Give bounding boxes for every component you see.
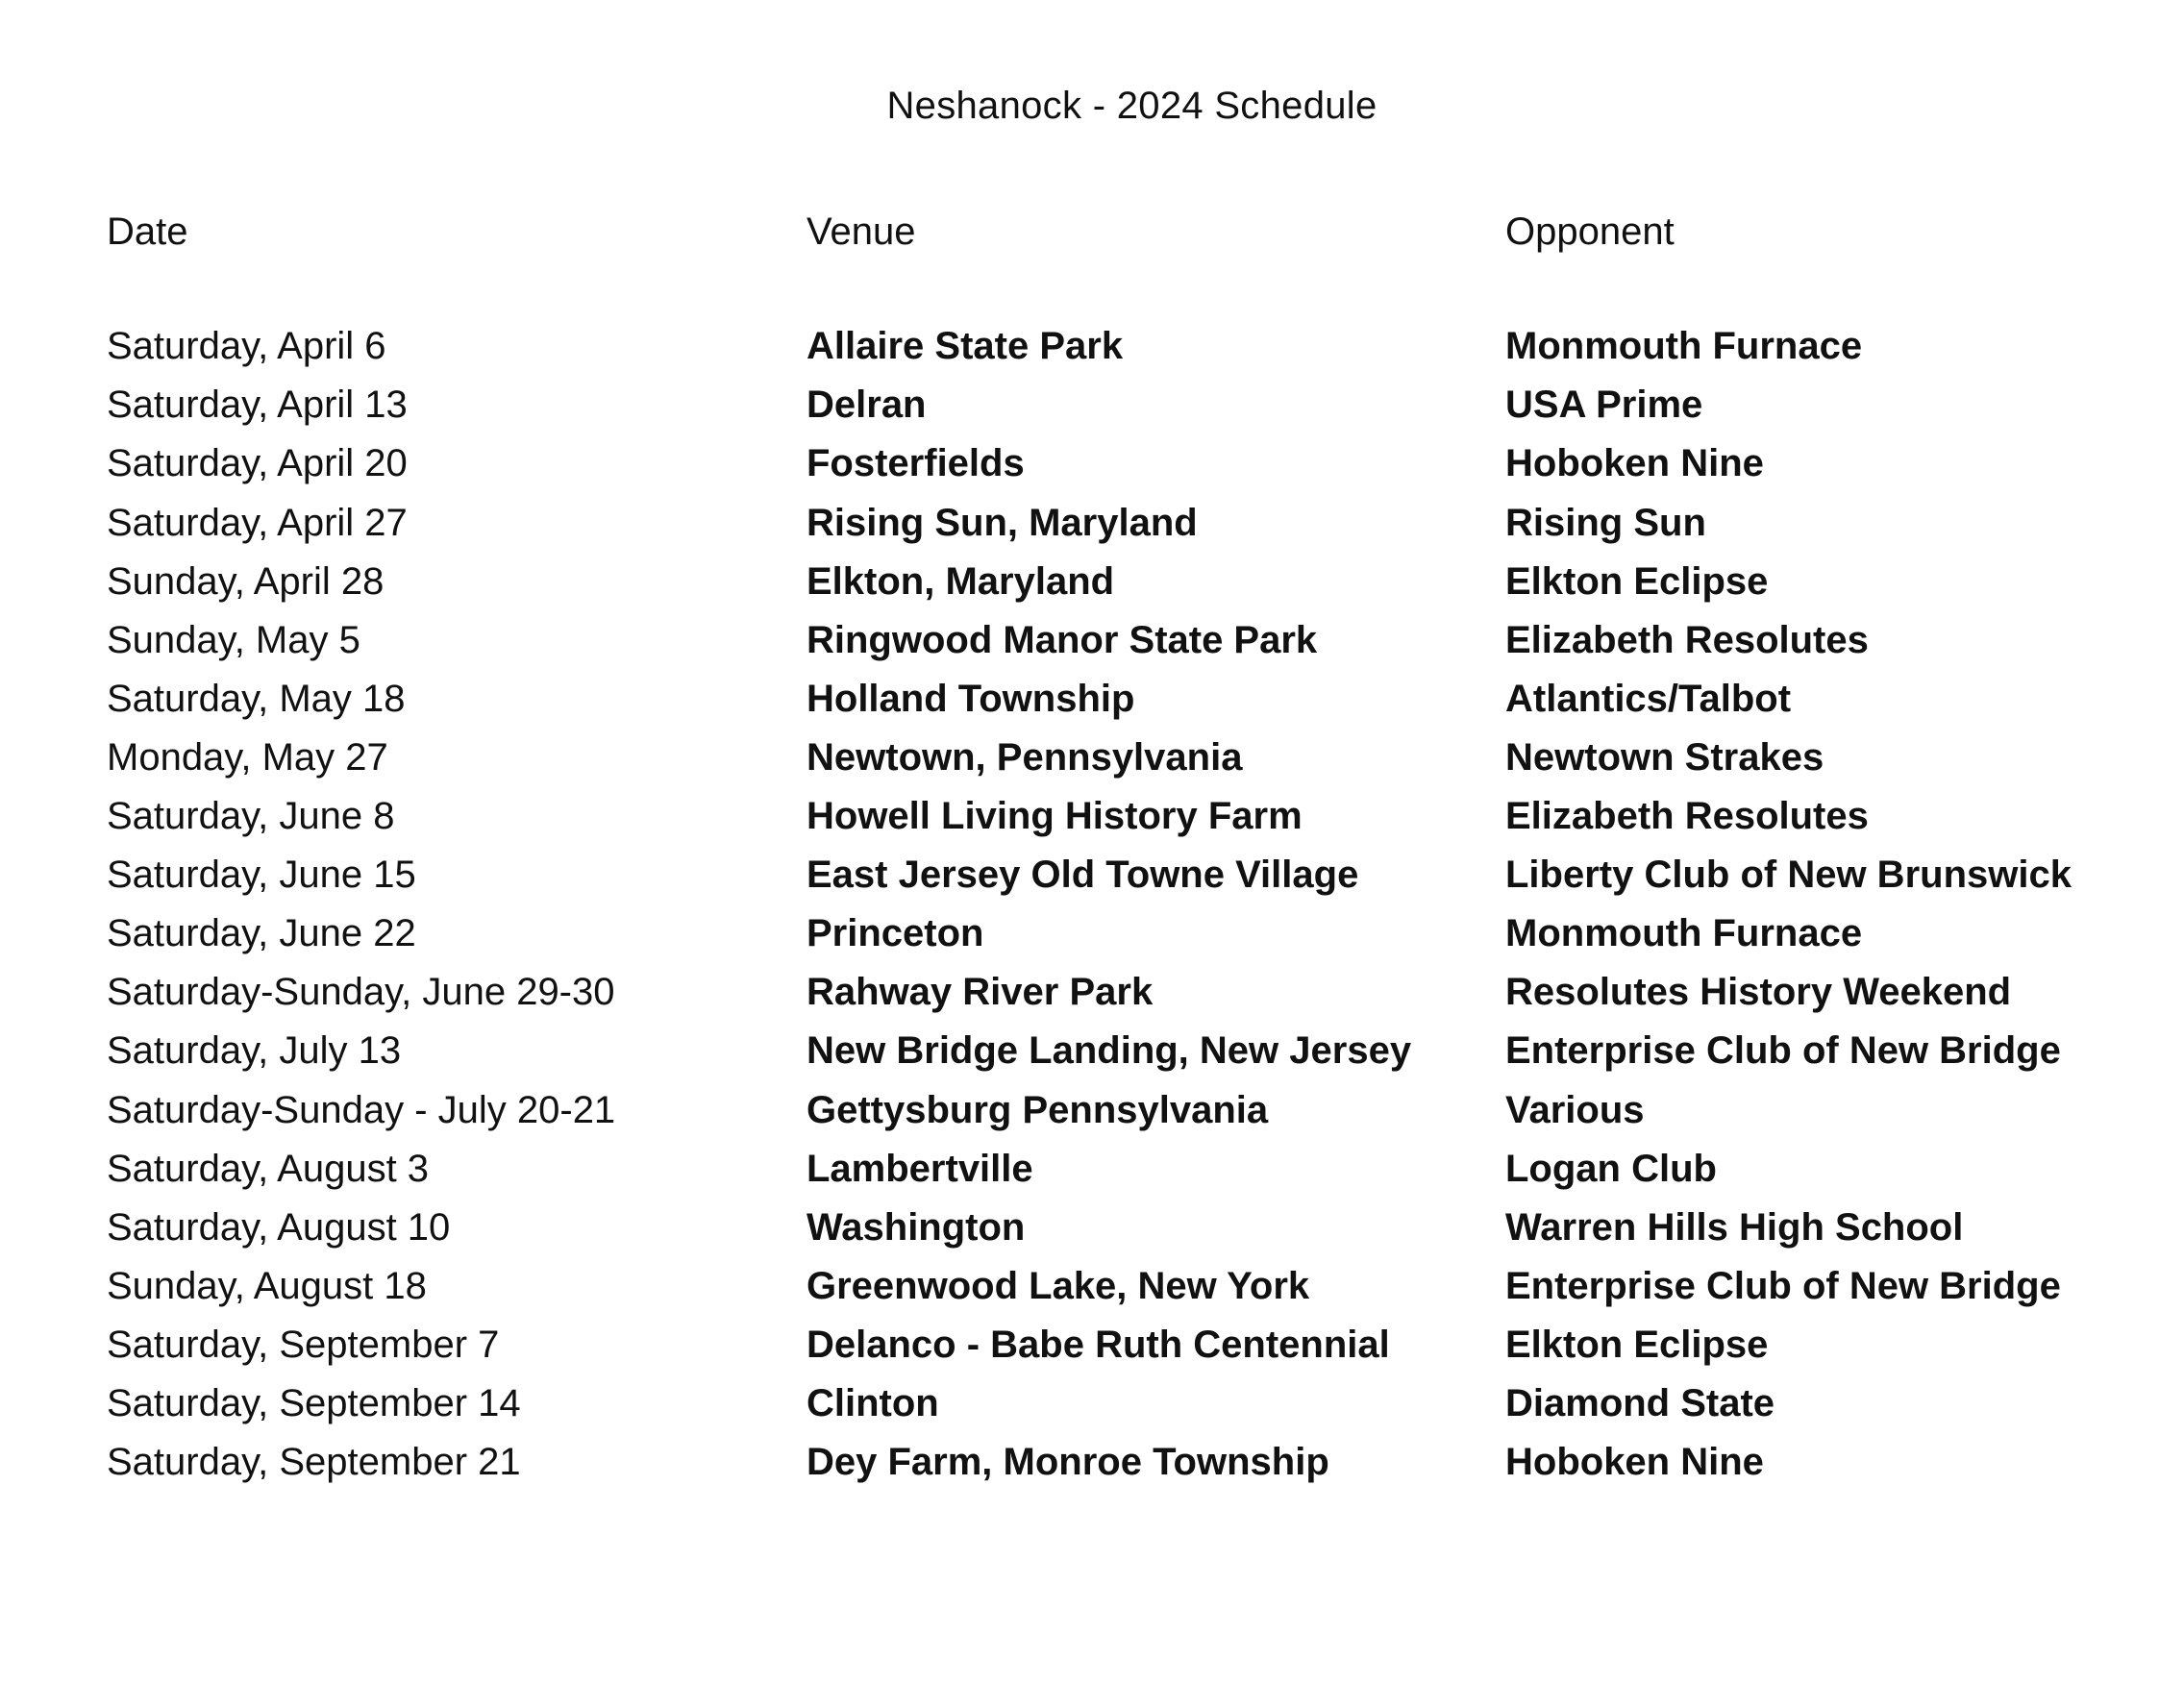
row-date: Saturday, April 20 <box>107 442 408 484</box>
row-opponent: Logan Club <box>1505 1148 1717 1190</box>
table-row <box>0 795 2184 853</box>
row-date: Saturday-Sunday - July 20-21 <box>107 1089 616 1131</box>
table-row <box>0 384 2184 441</box>
row-opponent: Monmouth Furnace <box>1505 325 1863 367</box>
row-date: Saturday, August 3 <box>107 1148 430 1190</box>
row-venue: Newtown, Pennsylvania <box>807 736 1243 779</box>
row-opponent: Warren Hills High School <box>1505 1206 1964 1249</box>
row-date: Saturday, September 21 <box>107 1441 521 1483</box>
header-date: Date <box>107 210 188 253</box>
table-row <box>0 1148 2184 1205</box>
row-date: Saturday, July 13 <box>107 1029 402 1072</box>
row-venue: Greenwood Lake, New York <box>807 1265 1310 1307</box>
table-row <box>0 1265 2184 1323</box>
row-venue: Lambertville <box>807 1148 1033 1190</box>
row-date: Saturday, September 7 <box>107 1324 500 1366</box>
table-row <box>0 560 2184 618</box>
row-venue: Gettysburg Pennsylvania <box>807 1089 1269 1131</box>
row-date: Saturday-Sunday, June 29-30 <box>107 971 615 1013</box>
row-date: Saturday, May 18 <box>107 678 406 720</box>
row-opponent: Diamond State <box>1505 1382 1775 1424</box>
row-opponent: Enterprise Club of New Bridge <box>1505 1029 2061 1072</box>
row-opponent: Atlantics/Talbot <box>1505 678 1792 720</box>
table-row <box>0 912 2184 970</box>
row-date: Saturday, April 27 <box>107 502 408 544</box>
row-venue: Fosterfields <box>807 442 1025 484</box>
table-row <box>0 1206 2184 1264</box>
row-opponent: Various <box>1505 1089 1645 1131</box>
header-venue: Venue <box>807 210 916 253</box>
row-opponent: Hoboken Nine <box>1505 442 1764 484</box>
row-opponent: Elizabeth Resolutes <box>1505 619 1869 661</box>
table-row <box>0 1324 2184 1381</box>
table-row <box>0 1441 2184 1498</box>
row-opponent: Enterprise Club of New Bridge <box>1505 1265 2061 1307</box>
row-venue: Allaire State Park <box>807 325 1124 367</box>
table-row <box>0 971 2184 1028</box>
table-row <box>0 736 2184 794</box>
table-header <box>0 210 2184 268</box>
row-date: Saturday, April 13 <box>107 384 408 426</box>
row-opponent: USA Prime <box>1505 384 1703 426</box>
row-venue: Ringwood Manor State Park <box>807 619 1318 661</box>
row-venue: Princeton <box>807 912 984 954</box>
row-venue: Rahway River Park <box>807 971 1154 1013</box>
row-opponent: Monmouth Furnace <box>1505 912 1863 954</box>
row-opponent: Newtown Strakes <box>1505 736 1824 779</box>
row-date: Sunday, May 5 <box>107 619 360 661</box>
table-row <box>0 325 2184 383</box>
row-opponent: Elkton Eclipse <box>1505 1324 1769 1366</box>
row-venue: Delran <box>807 384 927 426</box>
table-row <box>0 854 2184 911</box>
row-date: Sunday, August 18 <box>107 1265 427 1307</box>
row-venue: Clinton <box>807 1382 939 1424</box>
row-venue: Holland Township <box>807 678 1135 720</box>
row-opponent: Resolutes History Weekend <box>1505 971 2012 1013</box>
row-date: Saturday, June 15 <box>107 854 416 896</box>
row-date: Saturday, April 6 <box>107 325 386 367</box>
row-venue: Elkton, Maryland <box>807 560 1115 603</box>
row-opponent: Elkton Eclipse <box>1505 560 1769 603</box>
row-opponent: Hoboken Nine <box>1505 1441 1764 1483</box>
table-row <box>0 619 2184 677</box>
row-date: Sunday, April 28 <box>107 560 385 603</box>
table-row <box>0 502 2184 559</box>
row-date: Saturday, June 8 <box>107 795 395 837</box>
table-row <box>0 1382 2184 1440</box>
table-row <box>0 678 2184 735</box>
row-opponent: Liberty Club of New Brunswick <box>1505 854 2072 896</box>
row-opponent: Elizabeth Resolutes <box>1505 795 1869 837</box>
row-venue: Rising Sun, Maryland <box>807 502 1198 544</box>
row-venue: New Bridge Landing, New Jersey <box>807 1029 1412 1072</box>
row-venue: Delanco - Babe Ruth Centennial <box>807 1324 1390 1366</box>
row-venue: East Jersey Old Towne Village <box>807 854 1359 896</box>
row-venue: Howell Living History Farm <box>807 795 1303 837</box>
row-venue: Washington <box>807 1206 1026 1249</box>
page-title: Neshanock - 2024 Schedule <box>886 85 1377 127</box>
row-opponent: Rising Sun <box>1505 502 1706 544</box>
row-date: Saturday, September 14 <box>107 1382 521 1424</box>
table-row <box>0 1089 2184 1147</box>
row-date: Monday, May 27 <box>107 736 388 779</box>
row-venue: Dey Farm, Monroe Township <box>807 1441 1329 1483</box>
row-date: Saturday, June 22 <box>107 912 416 954</box>
header-opponent: Opponent <box>1505 210 1675 253</box>
table-row <box>0 1029 2184 1087</box>
row-date: Saturday, August 10 <box>107 1206 451 1249</box>
table-row <box>0 442 2184 500</box>
